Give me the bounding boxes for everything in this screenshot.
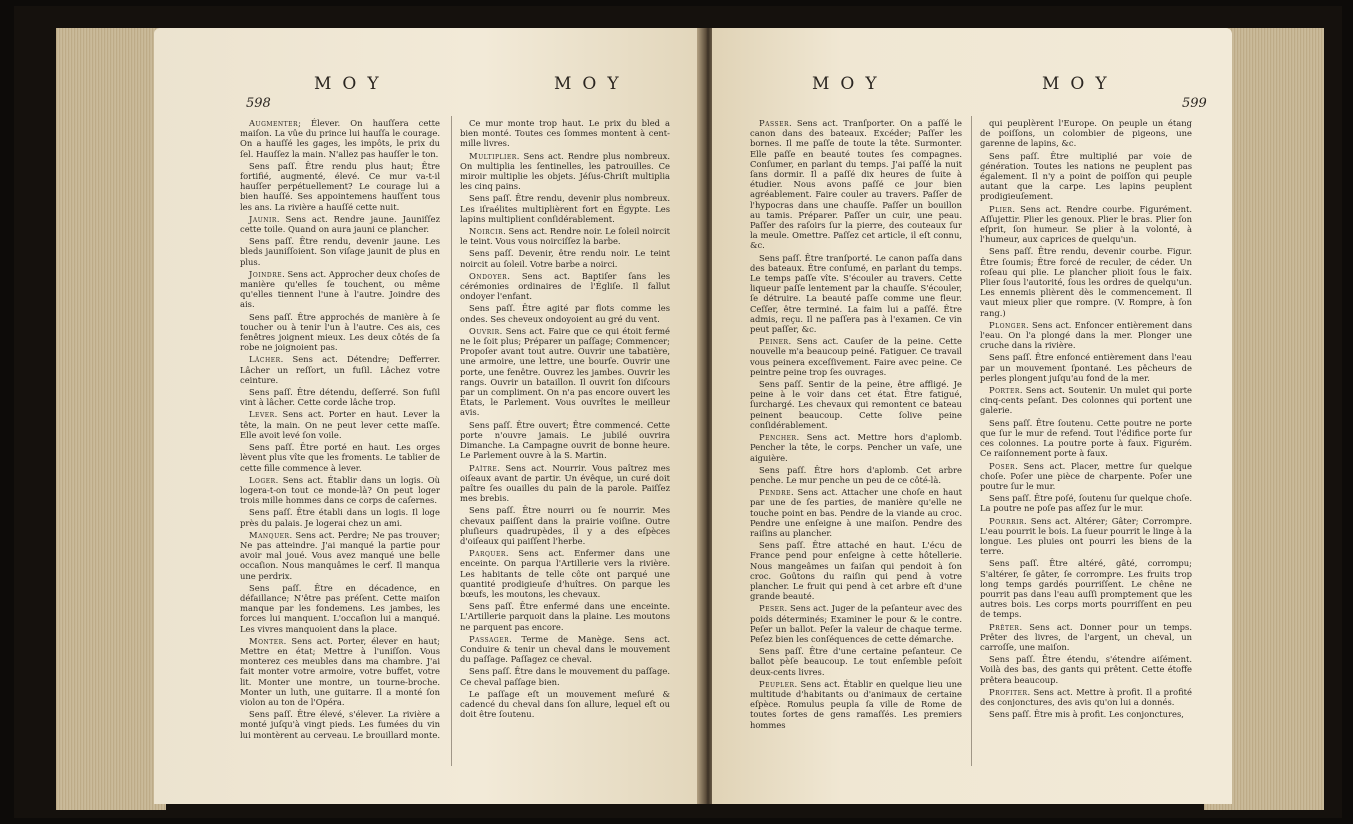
entry-headword: Poser (989, 460, 1016, 471)
right-column-1 (750, 118, 962, 732)
column-rule (971, 116, 972, 766)
entry-headword: Ouvrir (469, 325, 500, 336)
entry-headword: Pencher (759, 432, 797, 443)
entry-text: Sens paſſ. Être tranſporté. Le canon paſſa dans des bateaux. Être conſumé, en parlant du temps. Le temps paſſe vîte. S'écouler au travers. Cette liqueur paſſe lentement par la chauſſe. S'écouler, ſe détruire. La beauté paſſe comme une fleur. Ceſſer, être terminé. La faim lui a paſſé. Être admis, reçu. Il ne paſſera pas à l'examen. Ce vin peut paſſer, &c. (750, 252, 962, 335)
left-folio: 598 (246, 96, 271, 111)
entry-text: . Terme de Manège. Sens act. Conduire & tenir un cheval dans le mouvement du paſſage. Paſſagez ce cheval. (460, 633, 670, 665)
entry-headword: Peupler (759, 678, 795, 689)
entry-text: Sens paſſ. Être rendu, devenir courbe. Figur. Être ſoumis; Être forcé de reculer, de céder. Un roſeau qui plie. Le plancher plioit ſous le faix. Plier ſous l'autorité, ſous les ordres de quelqu'un. Les ennemis plièrent dès le commencement. Il vaut mieux plier que rompre. (V. Rompre, à ſon rang.) (980, 246, 1192, 318)
dictionary-entry (240, 636, 440, 707)
left-column-1 (240, 118, 440, 742)
entry-headword: Peiner (759, 336, 789, 347)
dictionary-entry (460, 226, 670, 246)
entry-text: Sens paſſ. Être rendu plus haut; Être fortifié, augmenté, élevé. Ce mur va-t-il hauſſer perpétuellement? Le courage lui a bien hauſſé. Ses appointemens hauſſent tous les ans. La rivière a hauſſé cette nuit. (240, 160, 440, 212)
entry-text: . Sens act. Perdre; Ne pas trouver; Ne pas atteindre. J'ai manqué la partie pour avoir mal joué. Vous avez manqué une belle occaſion. Nous manquâmes le cerf. Il manqua une perdrix. (240, 529, 440, 581)
dictionary-entry (980, 418, 1192, 459)
dictionary-entry (980, 622, 1192, 653)
left-running-head: MOY (314, 74, 390, 94)
entry-text: . Sens act. Établir dans un logis. Où logera-t-on tout ce monde-là? On peut loger trois mille hommes dans ce corps de caſernes. (240, 474, 440, 506)
entry-headword: Lâcher (249, 354, 281, 365)
dictionary-entry (980, 385, 1192, 416)
entry-text: . Sens act. Rendre jaune. Jauniſſez cette toile. Quand on aura jauni ce plancher. (240, 213, 440, 235)
dictionary-entry (750, 465, 962, 485)
entry-text: Sens paſſ. Être approchés de manière à ſe toucher ou à tenir l'un à l'autre. Ces ais, ces fenêtres joignent mieux. Les deux côtés de ſa robe ne joignoient pas. (240, 311, 440, 353)
dictionary-entry (460, 118, 670, 149)
entry-text: Sens paſſ. Être mis à profit. Les conjonctures, (989, 709, 1184, 720)
dictionary-entry (460, 634, 670, 665)
dictionary-entry (240, 312, 440, 353)
entry-text: Sens paſſ. Être d'une certaine peſanteur. Ce ballot pèſe beaucoup. Le tout enſemble peſoit deux-cents livres. (750, 646, 962, 677)
entry-text: . Sens act. Enfoncer entièrement dans l'eau. On l'a plongé dans la mer. Plonger une cruche dans la rivière. (980, 319, 1192, 351)
dictionary-entry (460, 303, 670, 323)
dictionary-entry (460, 248, 670, 268)
entry-text: . Sens act. Faire que ce qui étoit fermé ne le ſoit plus; Préparer un paſſage; Commencer; Propoſer avant tout autre. Ouvrir une tabatière, une armoire, une lettre, une bourſe. Ouvrir une porte, une fenêtre. Ouvrez les jambes. Ouvrir les rangs. Ouvrir un bataillon. Il ouvrit ſon diſcours par un compliment. On n'a pas encore ouvert les États, le Parlement. Vous ouvrîtes le meilleur avis. (460, 325, 670, 418)
column-rule (451, 116, 452, 766)
dictionary-entry (750, 379, 962, 430)
dictionary-entry (980, 352, 1192, 383)
entry-text: . Sens act. Juger de la peſanteur avec des poids déterminés; Examiner le pour & le contre. Peſer un ballot. Peſer la valeur de chaque terme. Peſez bien les conſéquences de cette démarche. (750, 603, 962, 644)
entry-text: Sens paſſ. Être nourri ou ſe nourrir. Mes chevaux paiſſent dans la prairie voiſine. Outre pluſieurs quadrupèdes, il y a des eſpèces d'oiſeaux qui paiſſent l'herbe. (460, 505, 670, 546)
entry-text: . Sens act. Mettre hors d'aplomb. Pencher la tête, le corps. Pencher un vaſe, une aiguière. (750, 432, 962, 463)
dictionary-entry (240, 214, 440, 234)
entry-text: Le paſſage eſt un mouvement meſuré & cadencé du cheval dans ſon allure, lequel eſt ou doit être ſoutenu. (460, 688, 670, 720)
entry-text: . Sens act. Rendre plus nombreux. On multiplia les ſentinelles, les patrouilles. Ce miroir multiplie les objets. Jéſus-Chriſt multiplia les cinq pains. (460, 150, 670, 192)
entry-headword: Passer (759, 118, 789, 128)
entry-text: Sens paſſ. Être ouvert; Être commencé. Cette porte n'ouvre jamais. Le jubilé ouvrira Dimanche. La Campagne ouvrit de bonne heure. Le Parlement ouvre à la S. Martin. (460, 419, 670, 461)
entry-text: Sens paſſ. Être altéré, gâté, corrompu; S'altérer, ſe gâter, ſe corrompre. Les fruits trop long temps gardés pourriſſent. Le chêne ne pourrit pas dans l'eau auſſi promptement que les autres bois. Les corps morts pourriſſent en peu de temps. (980, 558, 1192, 620)
entry-headword: Pourrir (989, 515, 1025, 526)
right-running-head-2: MOY (1042, 74, 1118, 94)
dictionary-entry (240, 530, 440, 581)
entry-text: Sens paſſ. Être multiplié par voie de génération. Toutes les nations ne peuplent pas également. Il n'y a point de poiſſon qui peuple autant que la carpe. Les lapins peuplent prodigieuſement. (980, 150, 1192, 202)
right-column-2 (980, 118, 1192, 721)
entry-text: Sens paſſ. Être en décadence, en défaillance; N'être pas préſent. Cette maiſon manque par les fondemens. Les jambes, les forces lui manquent. L'occaſion lui a manqué. Les vivres manquoient dans la place. (240, 582, 440, 634)
entry-text: Ce mur monte trop haut. Le prix du bled a bien monté. Toutes ces ſommes montent à cent-mille livres. (460, 118, 670, 149)
dictionary-entry (750, 603, 962, 644)
entry-text: ; Élever. On hauſſera cette maiſon. La vûe du prince lui hauſſa le courage. On a hauſſé les gages, les impôts, le prix du ſel. Hauſſez la main. N'allez pas hauſſer le ton. (240, 118, 440, 159)
dictionary-entry (240, 442, 440, 473)
right-running-head: MOY (812, 74, 888, 94)
dictionary-entry (460, 420, 670, 461)
entry-text: . Sens act. Attacher une choſe en haut par une de ſes parties, de manière qu'elle ne touche point en bas. Pendre de la viande au croc. Pendre une enſeigne à une maiſon. Pendre des raiſins au plancher. (750, 487, 962, 538)
dictionary-entry (240, 709, 440, 740)
dictionary-entry (460, 463, 670, 504)
dictionary-entry (240, 583, 440, 634)
entry-text: Sens paſſ. Sentir de la peine, être affligé. Je peine à le voir dans cet état. Être fatigué, ſurchargé. Les chevaux qui remontent ce bateau peinent beaucoup. Cette ſolive peine conſidérablement. (750, 379, 962, 430)
dictionary-entry (980, 461, 1192, 492)
entry-text: Sens paſſ. Être poſé, ſoutenu ſur quelque choſe. La poutre ne poſe pas aſſez ſur le mur. (980, 493, 1192, 514)
entry-text: . Sens act. Approcher deux choſes de manière qu'elles ſe touchent, ou même qu'elles tiennent l'une à l'autre. Joindre des ais. (240, 268, 440, 310)
entry-text: . Sens act. Enfermer dans une enceinte. On parqua l'Artillerie vers la rivière. Les habitants de telle côte ont parqué une quantité prodigieuſe d'huîtres. On parque les bœufs, les moutons, les chevaux. (460, 548, 670, 599)
dictionary-entry (460, 271, 670, 302)
entry-text: . Sens act. Baptiſer ſans les cérémonies ordinaires de l'Égliſe. Il fallut ondoyer l'enfant. (460, 270, 670, 302)
dictionary-entry (980, 118, 1192, 149)
dictionary-entry (240, 507, 440, 527)
entry-text: Sens paſſ. Être rendu, devenir plus nombreux. Les iſraélites multiplièrent fort en Égypte. Les lapins multiplient conſidérablement. (460, 193, 670, 224)
entry-headword: Porter (989, 385, 1020, 396)
dictionary-entry (240, 475, 440, 506)
dictionary-entry (980, 558, 1192, 619)
entry-headword: Lever (249, 409, 275, 420)
dictionary-entry (980, 493, 1192, 513)
entry-text: . Sens act. Placer, mettre ſur quelque choſe. Poſer une pièce de charpente. Poſer une poutre ſur le mur. (980, 460, 1192, 491)
dictionary-entry (750, 679, 962, 730)
entry-text: . Sens act. Porter en haut. Lever la tête, la main. On ne peut lever cette maſſe. Elle avoit levé ſon voile. (240, 409, 440, 440)
entry-headword: Augmenter (249, 118, 299, 128)
entry-headword: Multiplier (469, 150, 517, 161)
dictionary-entry (240, 354, 440, 385)
dictionary-entry (980, 709, 1192, 719)
entry-text: . Sens act. Établir en quelque lieu une multitude d'habitants ou d'animaux de certaine eſpèce. Romulus peupla ſa ville de Rome de toutes ſortes de gens ramaſſés. Les premiers hommes (750, 678, 962, 730)
entry-text: Sens paſſ. Être hors d'aplomb. Cet arbre penche. Le mur penche un peu de ce côté-là. (750, 464, 962, 485)
dictionary-entry (460, 151, 670, 192)
entry-text: Sens paſſ. Devenir, être rendu noir. Le teint noircit au ſoleil. Votre barbe a noirci. (460, 248, 670, 269)
dictionary-entry (980, 151, 1192, 202)
dictionary-entry (240, 118, 440, 159)
left-column-2 (460, 118, 670, 721)
entry-headword: Monter (249, 635, 284, 646)
right-folio: 599 (1182, 96, 1207, 111)
entry-text: Sens paſſ. Être étendu, s'étendre aiſément. Voilà des bas, des gants qui prêtent. Cette étoffe prêtera beaucoup. (980, 654, 1192, 685)
left-running-head-2: MOY (554, 74, 630, 94)
entry-text: . Sens act. Rendre courbe. Figurément. Aſſujettir. Plier les genoux. Plier le bras. Plier ſon eſprit, ſon humeur. Se plier à la volonté, à l'humeur, aux caprices de quelqu'un. (980, 203, 1192, 245)
entry-text: qui peuplèrent l'Europe. On peuple un étang de poiſſons, un colombier de pigeons, une garenne de lapins, &c. (980, 118, 1192, 149)
dictionary-entry (460, 193, 670, 224)
entry-headword: Plonger (989, 319, 1026, 330)
entry-text: . Sens act. Soutenir. Un mulet qui porte cinq-cents peſant. Des colonnes qui portent une galerie. (980, 385, 1192, 416)
entry-headword: Noircir (469, 226, 504, 237)
dictionary-entry (460, 601, 670, 632)
entry-text: . Sens act. Porter, élever en haut; Mettre en état; Mettre à l'uniſſon. Vous monterez ces meubles dans ma chambre. J'ai fait monter votre armoire, votre buffet, votre lit. Monter une montre, un tourne-broche. Monter un luth, une guitarre. Il a monté ſon violon au ton de l'Opéra. (240, 635, 440, 707)
dictionary-entry (460, 689, 670, 720)
entry-text: . Sens act. Cauſer de la peine. Cette nouvelle m'a beaucoup peiné. Fatiguer. Ce travail vous peinera exceſſivement. Faire avec peine. Ce peintre peine trop ſes ouvrages. (750, 336, 962, 377)
entry-headword: Joindre (249, 268, 283, 279)
entry-text: . Sens act. Rendre noir. Le ſoleil noircit le teint. Vous vous noirciſſez la barbe. (460, 226, 670, 247)
dictionary-entry (750, 336, 962, 377)
entry-headword: Passager (469, 633, 510, 644)
entry-text: Sens paſſ. Être agité par flots comme les ondes. Ses cheveux ondoyoient au gré du vent. (460, 303, 670, 324)
entry-text: Sens paſſ. Être ſoutenu. Cette poutre ne porte que ſur le mur de refend. Tout l'édifice porte ſur ces colonnes. La poutre porte à faux. Figurém. Ce raiſonnement porte à faux. (980, 417, 1192, 459)
dictionary-entry (240, 269, 440, 310)
entry-headword: Profiter (989, 686, 1028, 697)
dictionary-entry (980, 687, 1192, 707)
dictionary-entry (980, 204, 1192, 245)
book-spread (14, 6, 1342, 818)
dictionary-entry (460, 326, 670, 418)
dictionary-entry (980, 320, 1192, 351)
entry-text: Sens paſſ. Être établi dans un logis. Il loge près du palais. Je logerai chez un ami. (240, 507, 440, 528)
left-fore-edge (56, 28, 166, 810)
entry-headword: Loger (249, 474, 276, 485)
entry-text: . Sens act. Mettre à profit. Il a profité des conjonctures, des avis qu'on lui a donnés. (980, 686, 1192, 707)
dictionary-entry (240, 236, 440, 267)
entry-text: . Sens act. Détendre; Defferrer. Lâcher un reſſort, un fuſil. Lâchez votre ceinture. (240, 354, 440, 385)
entry-headword: Pendre (759, 487, 791, 498)
dictionary-entry (240, 161, 440, 212)
entry-headword: Plier (989, 203, 1013, 214)
dictionary-entry (750, 646, 962, 677)
dictionary-entry (460, 548, 670, 599)
entry-text: Sens paſſ. Être enfermé dans une enceinte. L'Artillerie parquoit dans la plaine. Les moutons ne parquent pas encore. (460, 601, 670, 632)
dictionary-entry (980, 516, 1192, 557)
entry-headword: Jaunir (249, 213, 277, 224)
entry-text: . Sens act. Altérer; Gâter; Corrompre. L'eau pourrit le bois. La ſueur pourrit le linge à la longue. Les pluies ont pourri les biens de la terre. (980, 515, 1192, 557)
dictionary-entry (750, 432, 962, 463)
entry-text: . Sens act. Donner pour un temps. Prêter des livres, de l'argent, un cheval, un carroſſe, une maiſon. (980, 621, 1192, 652)
entry-headword: Peser (759, 603, 785, 614)
dictionary-entry (750, 118, 962, 251)
left-page (154, 28, 701, 804)
entry-text: Sens paſſ. Être dans le mouvement du paſſage. Ce cheval paſſage bien. (460, 666, 670, 687)
entry-text: . Sens act. Tranſporter. On a paſſé le canon dans des bateaux. Excéder; Paſſer les bornes. Il me paſſe de toute la tête. Surmonter. Elle paſſe en beauté toutes ſes compagnes. Conſumer, en parlant du temps. J'ai paſſé la nuit ſans dormir. Il a paſſé dix heures de ſuite à étudier. Nous avons paſſé ce jour bien agréablement. Faire couler au travers. Paſſer de l'hypocras dans une chauſſe. Paſſer un bouillon au tamis. Préparer. Paſſer un cuir, une peau. Paſſer des raſoirs ſur la pierre, des couteaux ſur la meule. Omettre. Paſſez cet article, il eſt connu, &c. (750, 118, 962, 251)
entry-text: . Sens act. Nourrir. Vous paîtrez mes oiſeaux avant de partir. Un évêque, un curé doit paître ſes ouailles du pain de la parole. Paiſſez mes brebis. (460, 462, 670, 504)
dictionary-entry (750, 540, 962, 601)
dictionary-entry (460, 666, 670, 686)
dictionary-entry (980, 246, 1192, 317)
dictionary-entry (240, 387, 440, 407)
entry-headword: Paître (469, 462, 498, 473)
entry-headword: Parquer (469, 548, 506, 559)
dictionary-entry (980, 654, 1192, 685)
dictionary-entry (240, 409, 440, 440)
entry-headword: Manquer (249, 529, 290, 540)
entry-headword: Prêter (989, 621, 1020, 632)
entry-headword: Ondoyer (469, 270, 508, 281)
entry-text: Sens paſſ. Être élevé, s'élever. La rivière a monté juſqu'à vingt pieds. Les fumées du vin lui montèrent au cerveau. Le brouillard monte. (240, 709, 440, 740)
dictionary-entry (750, 253, 962, 335)
entry-text: Sens paſſ. Être enfoncé entièrement dans l'eau par un mouvement ſpontané. Les pêcheurs de perles plongent juſqu'au fond de la mer. (980, 352, 1192, 383)
entry-text: Sens paſſ. Être attaché en haut. L'écu de France pend pour enſeigne à cette hôtellerie. Nous mangeâmes un faiſan qui pendoit à ſon croc. Goûtons du raiſin qui pend à votre plancher. Le fruit qui pend à cet arbre eſt d'une grande beauté. (750, 540, 962, 602)
entry-text: Sens paſſ. Être rendu, devenir jaune. Les bleds jauniſſoient. Son viſage jaunit de plus en plus. (240, 236, 440, 267)
entry-text: Sens paſſ. Être porté en haut. Les orges lèvent plus vîte que les froments. Le tablier de cette fille commence à lever. (240, 442, 440, 473)
dictionary-entry (460, 505, 670, 546)
entry-text: Sens paſſ. Être détendu, deſſerré. Son fuſil vint à lâcher. Cette corde lâche trop. (240, 387, 440, 408)
right-page (712, 28, 1232, 804)
dictionary-entry (750, 487, 962, 538)
